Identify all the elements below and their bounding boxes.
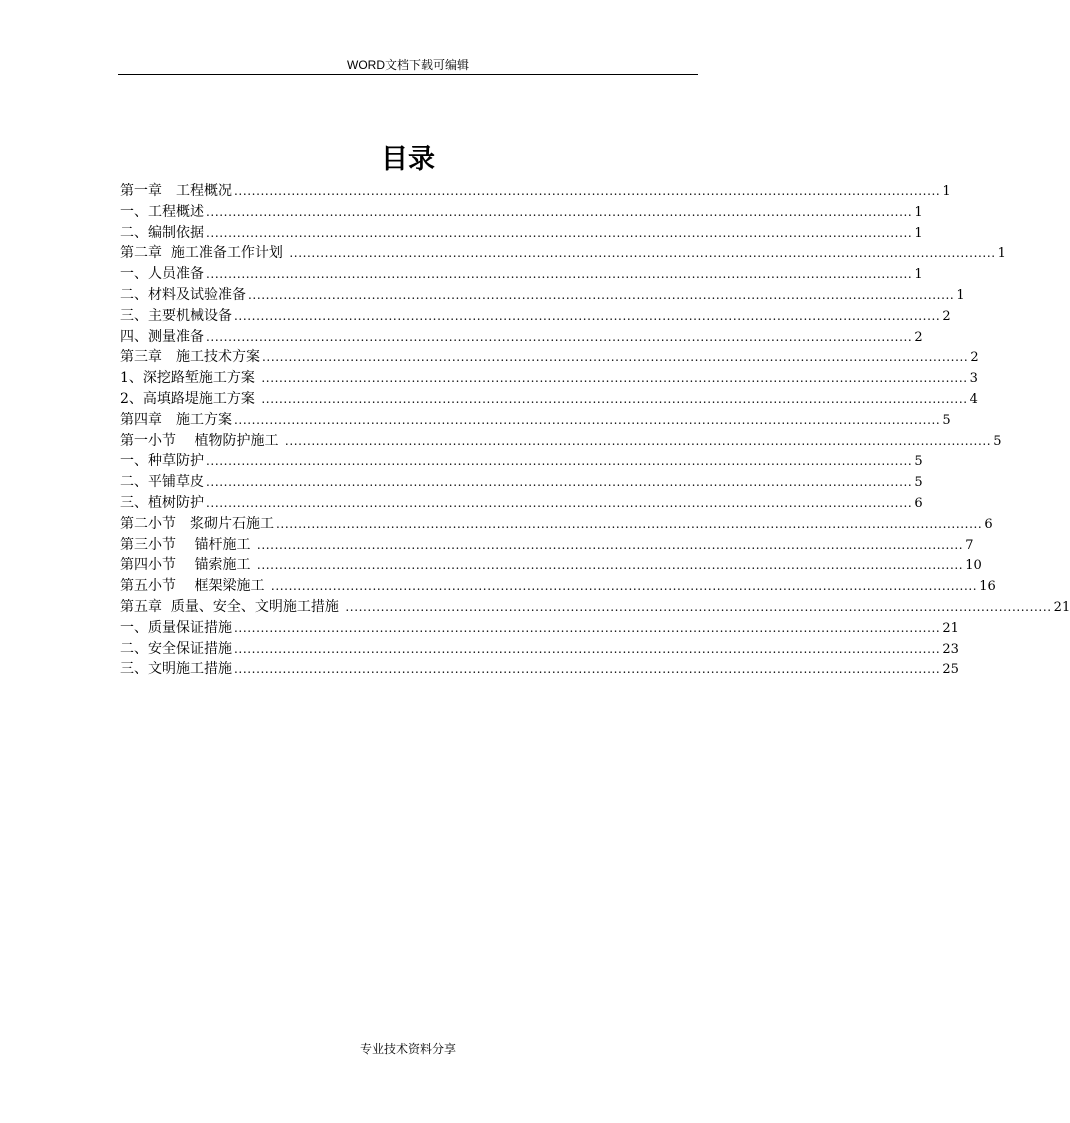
toc-entry-page-number: 6 <box>984 516 993 532</box>
toc-entry-title: 第三章 施工技术方案 <box>120 349 260 366</box>
toc-entry-page-number: 1 <box>942 184 951 199</box>
toc-entry[interactable] <box>120 181 951 202</box>
toc-dot-leader: ................................................................................................................................................................ <box>234 641 941 656</box>
toc-dot-leader: ................................................................................................................................................................ <box>289 246 996 261</box>
toc-entry-title: 第二小节 浆砌片石施工 <box>120 515 274 532</box>
toc-entry-title: 第五小节 框架梁施工 <box>120 578 269 595</box>
toc-entry-page-number: 25 <box>942 662 959 678</box>
toc-dot-leader: ................................................................................................................................................................ <box>256 537 964 552</box>
toc-entry[interactable] <box>120 472 923 493</box>
toc-entry-page-number: 1 <box>914 204 923 220</box>
toc-entry-page-number: 21 <box>1053 599 1070 615</box>
toc-entry[interactable] <box>120 202 923 223</box>
toc-entry-title: 二、材料及试验准备 <box>120 286 246 303</box>
toc-entry[interactable] <box>120 347 979 368</box>
toc-entry[interactable] <box>120 555 982 576</box>
toc-entry[interactable] <box>120 493 923 514</box>
toc-entry-title: 第四章 施工方案 <box>120 411 232 428</box>
toc-dot-leader: ................................................................................................................................................................ <box>270 579 978 594</box>
toc-entry-title: 第五章 质量、安全、文明施工措施 <box>120 598 344 615</box>
toc-dot-leader: ................................................................................................................................................................ <box>261 371 968 386</box>
toc-entry[interactable] <box>120 431 1002 452</box>
toc-entry-title: 第一章 工程概况 <box>120 183 232 199</box>
toc-entry-title: 第三小节 锚杆施工 <box>120 536 255 553</box>
toc-entry[interactable] <box>120 327 923 348</box>
toc-entry-title: 二、平铺草皮 <box>120 474 204 491</box>
toc-dot-leader: ................................................................................................................................................................ <box>256 558 964 573</box>
toc-entry-page-number: 2 <box>942 308 951 324</box>
toc-dot-leader: ................................................................................................................................................................ <box>261 391 968 406</box>
toc-entry[interactable] <box>120 368 978 389</box>
toc-entry[interactable] <box>120 410 951 431</box>
toc-entry[interactable] <box>120 535 974 556</box>
toc-entry[interactable] <box>120 618 959 639</box>
toc-entry-title: 四、测量准备 <box>120 328 204 345</box>
toc-entry-title: 1、深挖路堑施工方案 <box>120 370 260 387</box>
toc-entry-title: 三、主要机械设备 <box>120 307 232 324</box>
toc-entry[interactable] <box>120 306 951 327</box>
toc-dot-leader: ................................................................................................................................................................ <box>284 433 992 448</box>
toc-dot-leader: ................................................................................................................................................................ <box>206 495 913 510</box>
toc-entry[interactable] <box>120 389 978 410</box>
toc-entry-page-number: 5 <box>993 433 1002 449</box>
toc-dot-leader: ................................................................................................................................................................ <box>234 184 941 198</box>
toc-entry-page-number: 16 <box>979 579 996 595</box>
toc-entry-page-number: 1 <box>914 225 923 241</box>
toc-entry-page-number: 21 <box>942 620 959 636</box>
toc-entry-page-number: 7 <box>965 537 974 553</box>
toc-entry-page-number: 5 <box>942 412 951 428</box>
toc-entry-title: 一、工程概述 <box>120 203 204 220</box>
toc-entry-title: 一、种草防护 <box>120 453 204 470</box>
toc-entry[interactable] <box>120 243 1006 264</box>
toc-entry-page-number: 5 <box>914 454 923 470</box>
page-header: WORD文档下载可编辑 <box>347 58 469 72</box>
toc-dot-leader: ................................................................................................................................................................ <box>234 662 941 677</box>
toc-entry-page-number: 2 <box>970 350 979 366</box>
toc-entry-page-number: 1 <box>914 267 923 283</box>
toc-entry-title: 2、高填路堤施工方案 <box>120 390 260 407</box>
toc-entry-title: 第四小节 锚索施工 <box>120 557 255 574</box>
toc-dot-leader: ................................................................................................................................................................ <box>206 475 913 490</box>
toc-entry-page-number: 5 <box>914 475 923 491</box>
toc-entry[interactable] <box>120 451 923 472</box>
toc-entry[interactable] <box>120 264 923 285</box>
toc-entry-page-number: 1 <box>997 246 1006 262</box>
toc-dot-leader: ................................................................................................................................................................ <box>234 412 941 427</box>
toc-entry[interactable] <box>120 223 923 244</box>
toc-entry-page-number: 10 <box>965 558 982 574</box>
toc-entry[interactable] <box>120 659 959 680</box>
toc-dot-leader: ................................................................................................................................................................ <box>345 599 1052 614</box>
table-of-contents <box>120 181 1070 680</box>
toc-dot-leader: ................................................................................................................................................................ <box>276 516 983 531</box>
toc-entry-page-number: 6 <box>914 495 923 511</box>
toc-dot-leader: ................................................................................................................................................................ <box>206 225 913 240</box>
toc-entry[interactable] <box>120 576 996 597</box>
toc-entry-title: 二、编制依据 <box>120 224 204 241</box>
toc-entry[interactable] <box>120 597 1070 618</box>
toc-entry-title: 第二章 施工准备工作计划 <box>120 245 288 262</box>
toc-entry[interactable] <box>120 639 959 660</box>
toc-entry-title: 第一小节 植物防护施工 <box>120 432 283 449</box>
toc-entry-page-number: 1 <box>956 287 965 303</box>
toc-dot-leader: ................................................................................................................................................................ <box>206 329 913 344</box>
toc-entry-title: 一、人员准备 <box>120 266 204 283</box>
toc-entry-page-number: 23 <box>942 641 959 657</box>
toc-entry-page-number: 2 <box>914 329 923 345</box>
toc-dot-leader: ................................................................................................................................................................ <box>234 620 941 635</box>
page-footer: 专业技术资料分享 <box>359 1042 456 1056</box>
toc-entry-page-number: 4 <box>969 391 978 407</box>
toc-entry-title: 三、植树防护 <box>120 494 204 511</box>
toc-entry[interactable] <box>120 514 993 535</box>
toc-dot-leader: ................................................................................................................................................................ <box>262 350 969 365</box>
toc-title: 目录 <box>381 144 435 175</box>
toc-entry[interactable] <box>120 285 965 306</box>
toc-dot-leader: ................................................................................................................................................................ <box>248 287 955 302</box>
toc-entry-title: 一、质量保证措施 <box>120 619 232 636</box>
toc-entry-page-number: 3 <box>969 371 978 387</box>
toc-entry-title: 三、文明施工措施 <box>120 661 232 678</box>
toc-dot-leader: ................................................................................................................................................................ <box>206 204 913 219</box>
toc-entry-title: 二、安全保证措施 <box>120 640 232 657</box>
header-rule <box>118 74 698 75</box>
toc-dot-leader: ................................................................................................................................................................ <box>206 267 913 282</box>
toc-dot-leader: ................................................................................................................................................................ <box>206 454 913 469</box>
toc-dot-leader: ................................................................................................................................................................ <box>234 308 941 323</box>
